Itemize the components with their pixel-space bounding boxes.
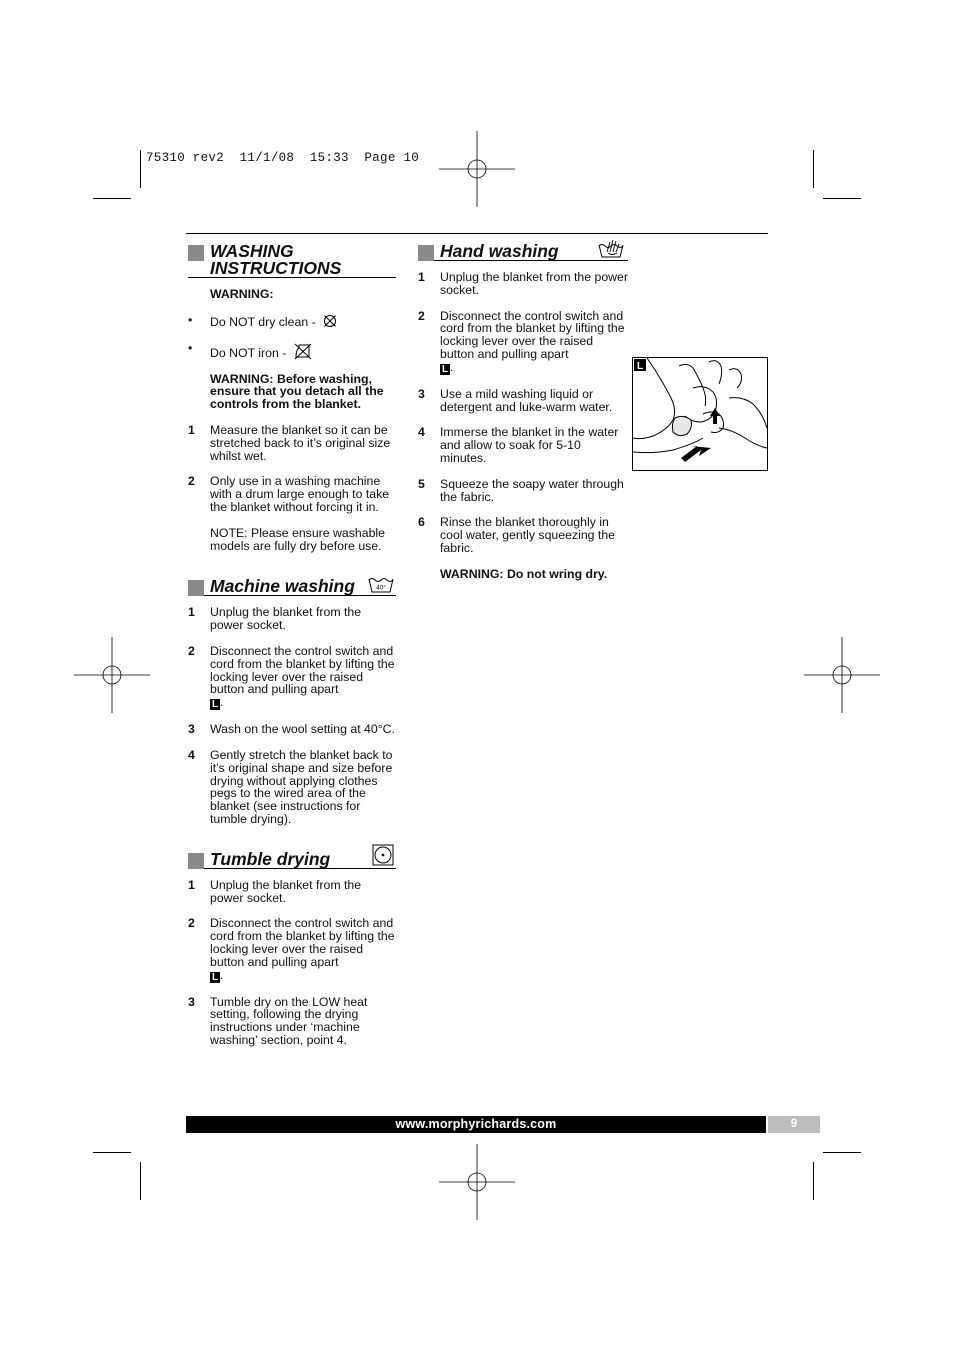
step-number: 3 bbox=[188, 994, 195, 1009]
website-link[interactable]: www.morphyrichards.com bbox=[395, 1117, 557, 1131]
hand-step bbox=[418, 476, 628, 504]
illustration-label: L bbox=[636, 361, 644, 371]
crop-mark bbox=[813, 150, 814, 188]
wash-temp-label: 40° bbox=[376, 584, 386, 592]
print-slug: 75310 rev2 11/1/08 15:33 Page 10 bbox=[146, 151, 420, 165]
no-iron-icon bbox=[294, 342, 312, 360]
top-rule bbox=[186, 233, 768, 234]
warning-detach-controls: WARNING: Before washing, ensure that you detach all the controls from the blanket. bbox=[210, 371, 384, 412]
bullet-text: Do NOT dry clean - bbox=[210, 314, 316, 329]
machine-step bbox=[188, 722, 396, 737]
hand-step: 2 Disconnect the control switch and cord from the blanket by lifting the locking lever over the raised button and pulling apart L . bbox=[418, 308, 625, 375]
crop-mark bbox=[823, 1152, 861, 1153]
heading-title: Tumble drying bbox=[210, 848, 331, 869]
left-column bbox=[188, 243, 396, 1060]
step-text: Wash on the wool setting at 40°C. bbox=[210, 722, 395, 737]
step-number: 3 bbox=[418, 386, 425, 401]
step-number: 2 bbox=[188, 916, 195, 931]
step-text: Immerse the blanket in the water and allow to soak for 5-10 minutes. bbox=[440, 425, 619, 465]
step-text: Rinse the blanket thoroughly in cool water, gently squeezing the fabric. bbox=[440, 515, 616, 555]
washing-step bbox=[188, 422, 396, 463]
step-number: 2 bbox=[418, 308, 425, 323]
registration-mark-icon bbox=[804, 637, 880, 713]
step-number: 1 bbox=[188, 422, 195, 437]
heading-square bbox=[188, 580, 204, 596]
illustration-disconnect-control bbox=[632, 357, 768, 471]
machine-step bbox=[188, 605, 396, 633]
step-text: Unplug the blanket from the power socket. bbox=[210, 605, 362, 633]
step-text: Disconnect the control switch and cord from the blanket by lifting the locking lever over the raised button and pulling apart bbox=[210, 916, 395, 969]
step-text: Gently stretch the blanket back to it’s original shape and size before drying without applying clothes pegs to the wired area of the blanket (see instructions for tumble drying). bbox=[210, 747, 393, 826]
illustration-reference-badge: L bbox=[211, 699, 219, 711]
heading-title: Machine washing bbox=[210, 576, 355, 597]
warning-do-not-wring: WARNING: Do not wring dry. bbox=[440, 566, 608, 581]
tumble-step bbox=[188, 994, 396, 1047]
warning-label: WARNING: bbox=[210, 287, 274, 301]
heading-title-line2: INSTRUCTIONS bbox=[210, 258, 342, 278]
machine-washing-heading bbox=[188, 578, 396, 596]
heading-title-line1: WASHING bbox=[210, 241, 294, 261]
bullet-no-dry-clean bbox=[210, 314, 396, 329]
hand-step bbox=[418, 270, 628, 297]
step-number: 4 bbox=[188, 747, 195, 762]
step-text: Only use in a washing machine with a drum large enough to take the blanket without forcing it in. bbox=[210, 474, 390, 514]
crop-mark bbox=[93, 1152, 131, 1153]
page-number: 9 bbox=[768, 1116, 820, 1133]
crop-mark bbox=[140, 150, 141, 188]
hand-washing-heading bbox=[418, 243, 628, 261]
step-text: Unplug the blanket from the power socket. bbox=[440, 270, 628, 297]
right-column bbox=[418, 243, 628, 594]
step-number: 1 bbox=[418, 270, 425, 284]
illustration-label-badge bbox=[634, 359, 646, 371]
wash-tub-40-icon bbox=[368, 577, 394, 593]
heading-title: Hand washing bbox=[440, 241, 559, 261]
hand-step bbox=[418, 386, 628, 414]
footer-bar bbox=[186, 1116, 766, 1133]
bullet-no-iron bbox=[210, 342, 396, 360]
step-number: 6 bbox=[418, 515, 425, 530]
heading-square bbox=[188, 245, 204, 261]
heading-square bbox=[188, 853, 204, 869]
step-number: 4 bbox=[418, 425, 425, 440]
step-text: Squeeze the soapy water through the fabric. bbox=[440, 476, 624, 504]
registration-mark-icon bbox=[439, 131, 515, 207]
crop-mark bbox=[140, 1162, 141, 1200]
step-number: 3 bbox=[188, 722, 195, 737]
crop-mark bbox=[823, 198, 861, 199]
step-number: 1 bbox=[188, 877, 195, 892]
machine-step: 2 Disconnect the control switch and cord from the blanket by lifting the locking lever over the raised button and pulling apart L . bbox=[188, 643, 395, 711]
heading-square bbox=[418, 245, 434, 261]
step-text: Measure the blanket so it can be stretched back to it’s original size whilst wet. bbox=[210, 422, 391, 463]
bullet-text: Do NOT iron - bbox=[210, 345, 287, 360]
tumble-step bbox=[188, 877, 396, 905]
step-number: 2 bbox=[188, 643, 195, 658]
step-number: 5 bbox=[418, 476, 425, 491]
step-text: Unplug the blanket from the power socket. bbox=[210, 877, 362, 905]
step-text: Use a mild washing liquid or detergent and luke-warm water. bbox=[440, 386, 613, 414]
step-text: Disconnect the control switch and cord from the blanket by lifting the locking lever over the raised button and pulling apart bbox=[210, 643, 395, 697]
hand-step bbox=[418, 425, 628, 465]
tumble-dry-low-icon bbox=[372, 844, 394, 866]
tumble-drying-heading bbox=[188, 848, 396, 869]
washing-instructions-heading bbox=[188, 243, 396, 278]
illustration-reference-badge: L bbox=[211, 971, 219, 983]
step-number: 2 bbox=[188, 474, 195, 489]
registration-mark-icon bbox=[74, 637, 150, 713]
crop-mark bbox=[813, 1162, 814, 1200]
hands-disconnect-icon bbox=[633, 358, 767, 470]
step-number: 1 bbox=[188, 605, 195, 620]
tumble-step: 2 Disconnect the control switch and cord from the blanket by lifting the locking lever over the raised button and pulling apart L . bbox=[188, 916, 395, 983]
hand-step bbox=[418, 515, 628, 555]
registration-mark-icon bbox=[439, 1144, 515, 1220]
crop-mark bbox=[93, 198, 131, 199]
machine-step bbox=[188, 747, 396, 826]
step-text: Disconnect the control switch and cord from the blanket by lifting the locking lever over the raised button and pulling apart bbox=[440, 308, 625, 361]
step-text: Tumble dry on the LOW heat setting, following the drying instructions under ‘machine washing’ section, point 4. bbox=[210, 994, 368, 1047]
washable-note: NOTE: Please ensure washable models are fully dry before use. bbox=[210, 525, 385, 553]
illustration-reference-badge: L bbox=[441, 363, 449, 375]
no-dry-clean-icon bbox=[323, 314, 337, 328]
hand-wash-icon bbox=[598, 238, 626, 258]
washing-step bbox=[188, 474, 396, 514]
